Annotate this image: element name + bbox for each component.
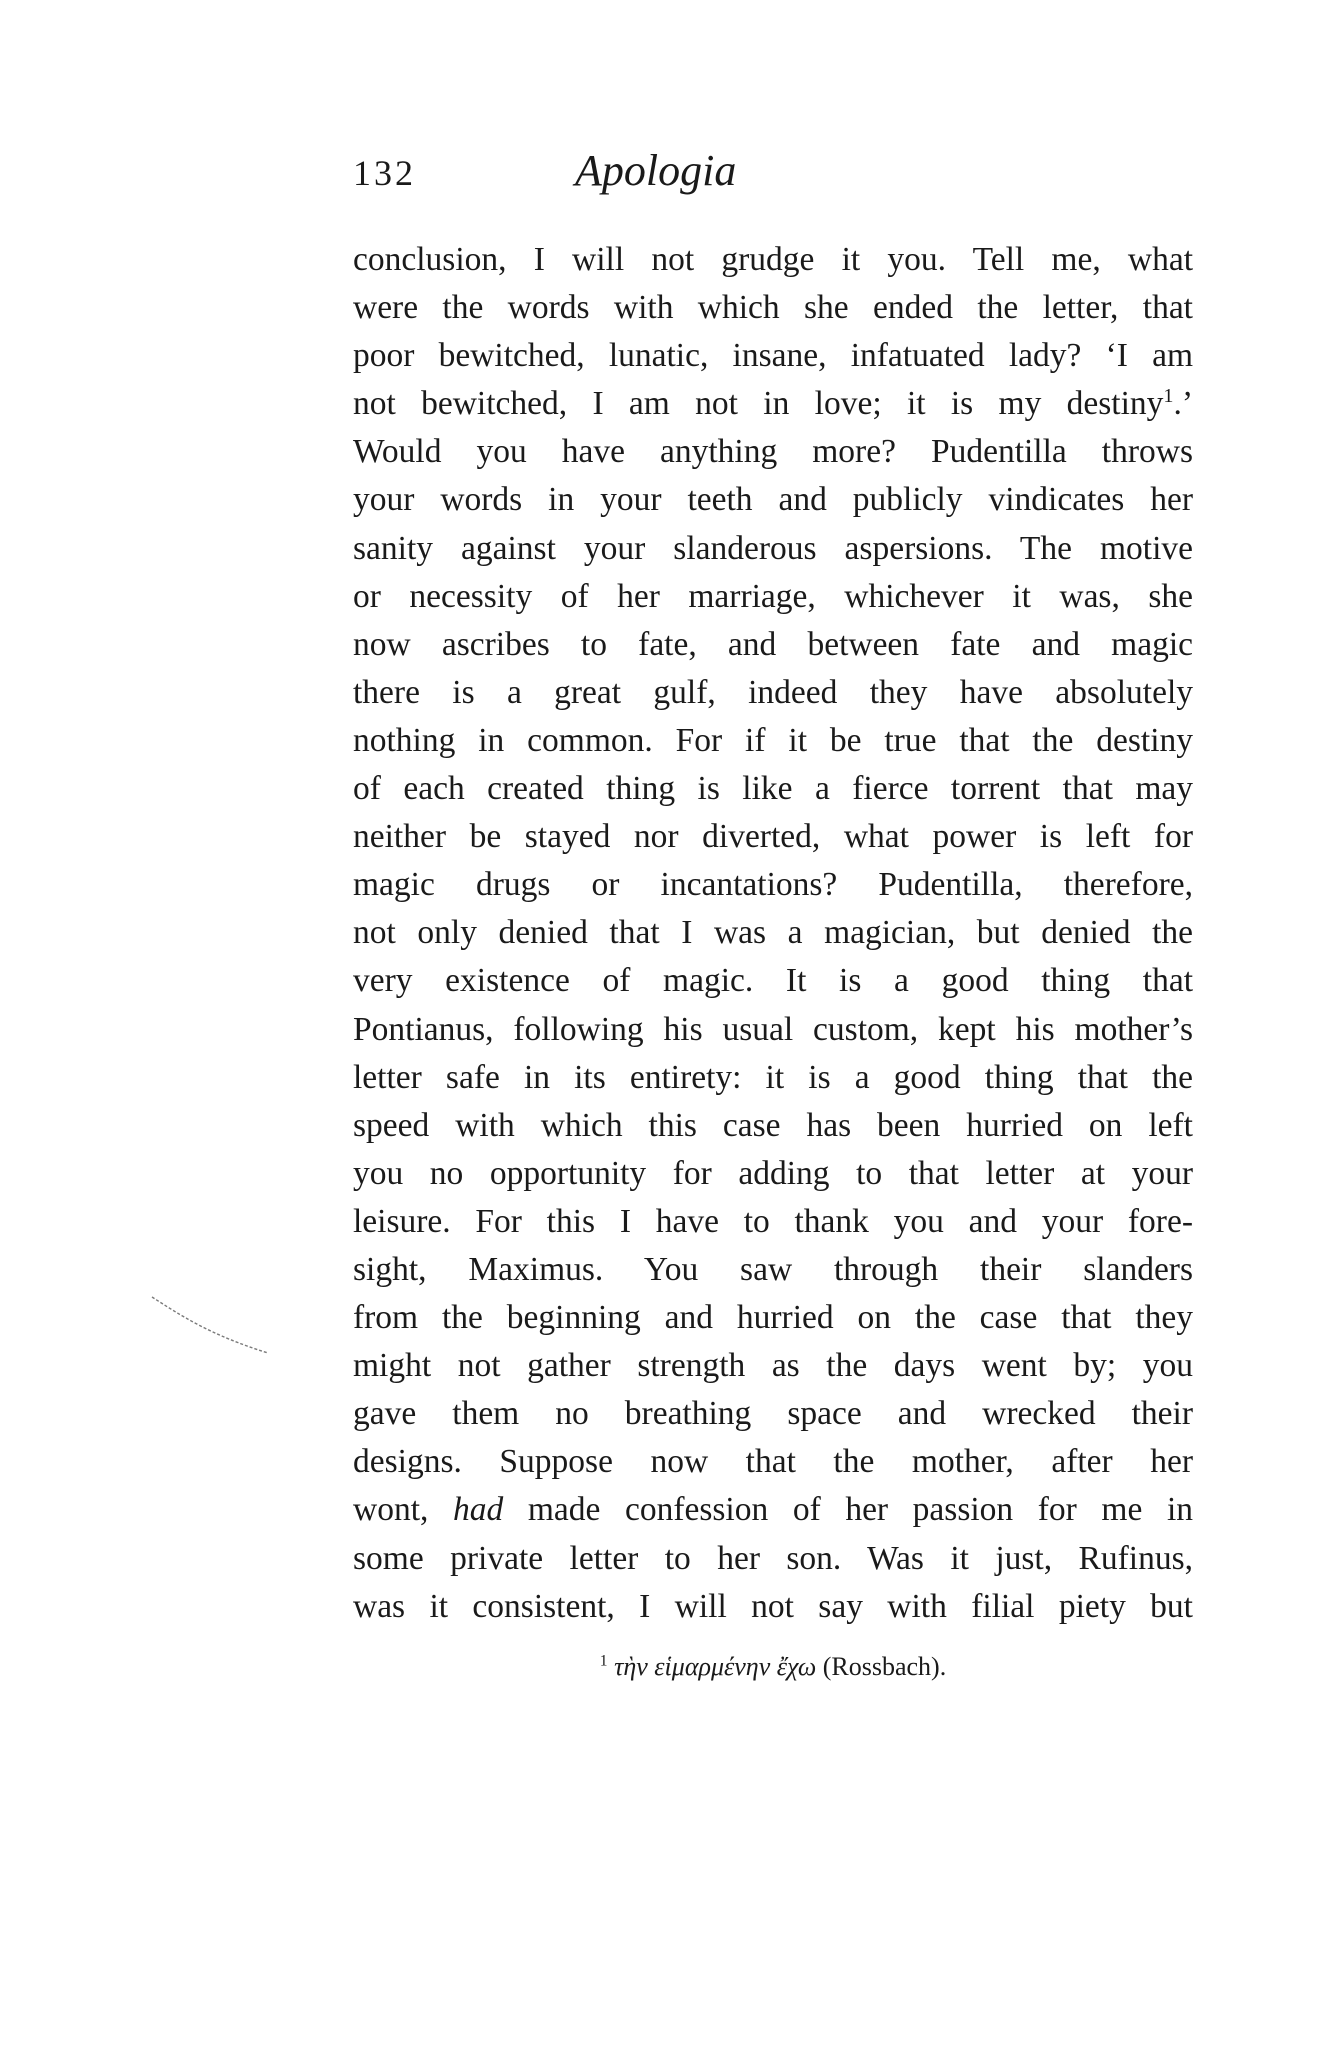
footnote [353, 1652, 1193, 1682]
footnote-reference[interactable]: 1 [1163, 385, 1174, 408]
running-head: Apologia [575, 146, 737, 195]
text-line: very existence of magic. It is a good thing that [353, 962, 1193, 1000]
text-line: sanity against your slanderous aspersions. The motive [353, 529, 1193, 567]
footnote-greek: τὴν εἱμαρμένην ἔχω [614, 1652, 817, 1681]
text-line: leisure. For this I have to thank you and your fore- [353, 1202, 1193, 1240]
footnote-source: (Rossbach). [822, 1652, 947, 1681]
text-line: some private letter to her son. Was it just, Rufinus, [353, 1539, 1193, 1577]
text-line: of each created thing is like a fierce torrent that may [353, 770, 1193, 808]
text-line: Pontianus, following his usual custom, kept his mother’s [353, 1010, 1193, 1048]
text-segment: wont, [353, 1491, 429, 1529]
text-line: or necessity of her marriage, whichever it was, she [353, 577, 1193, 615]
text-line: were the words with which she ended the letter, that [353, 289, 1193, 327]
text-line [353, 380, 1193, 428]
body-text [353, 236, 1193, 1631]
text-line: not only denied that I was a magician, but denied the [353, 914, 1193, 952]
margin-pencil-mark [150, 1295, 270, 1355]
text-line: your words in your teeth and publicly vindicates her [353, 481, 1193, 519]
text-line: from the beginning and hurried on the case that they [353, 1299, 1193, 1337]
text-line: you no opportunity for adding to that letter at your [353, 1154, 1193, 1192]
text-line: poor bewitched, lunatic, insane, infatuated lady? ‘I am [353, 337, 1193, 375]
page-number: 132 [353, 153, 416, 193]
text-line: gave them no breathing space and wrecked their [353, 1395, 1193, 1433]
text-line: Would you have anything more? Pudentilla throws [353, 433, 1193, 471]
text-line: neither be stayed nor diverted, what power is left for [353, 818, 1193, 856]
text-segment: made confession of her passion for me in [527, 1491, 1194, 1529]
text-line: magic drugs or incantations? Pudentilla, therefore, [353, 866, 1193, 904]
emphasis-text: had [452, 1491, 504, 1529]
text-segment: .’ [1173, 385, 1193, 423]
footnote-marker: 1 [599, 1652, 608, 1670]
text-line: sight, Maximus. You saw through their slanders [353, 1250, 1193, 1288]
text-line: there is a great gulf, indeed they have absolutely [353, 673, 1193, 711]
text-line [353, 1486, 1193, 1534]
text-line: nothing in common. For if it be true that the destiny [353, 721, 1193, 759]
text-line: conclusion, I will not grudge it you. Tell me, what [353, 241, 1193, 278]
text-line: might not gather strength as the days went by; you [353, 1347, 1193, 1385]
text-line: speed with which this case has been hurried on left [353, 1106, 1193, 1144]
text-line: now ascribes to fate, and between fate and magic [353, 625, 1193, 663]
text-line: was it consistent, I will not say with filial piety but [353, 1587, 1193, 1625]
text-line: designs. Suppose now that the mother, after her [353, 1443, 1193, 1481]
text-segment: not bewitched, I am not in love; it is my destiny [353, 385, 1164, 423]
text-line: letter safe in its entirety: it is a good thing that the [353, 1058, 1193, 1096]
